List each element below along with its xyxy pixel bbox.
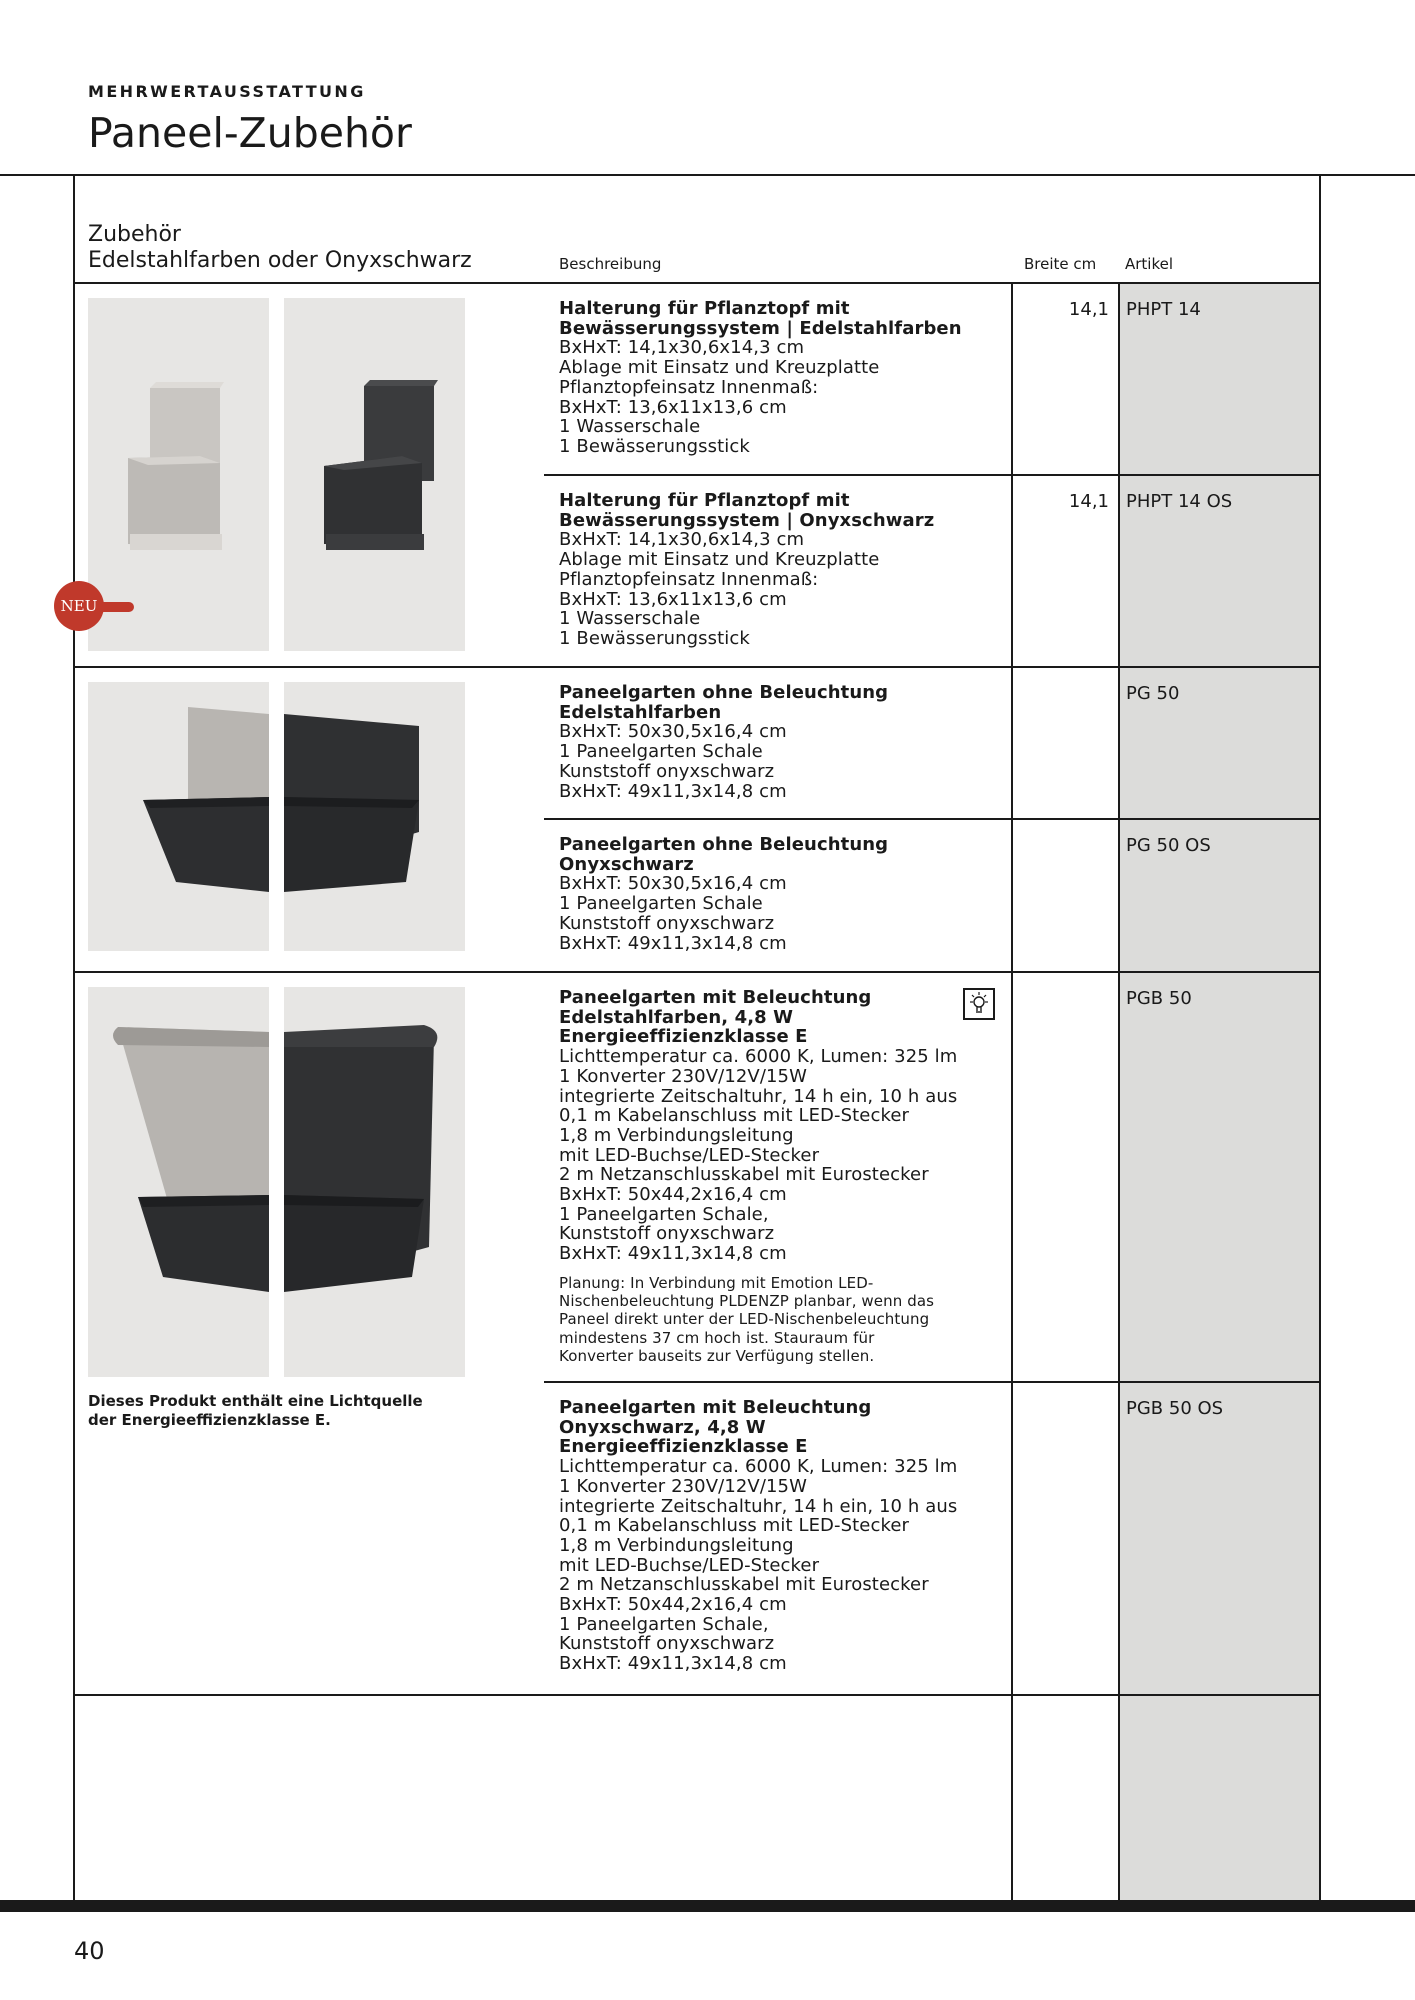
header-rule: [0, 174, 1415, 176]
product-width: 14,1: [1068, 299, 1109, 320]
product-article-number: PGB 50 OS: [1126, 1398, 1224, 1419]
product-article-number: PG 50 OS: [1126, 835, 1211, 856]
table-header-rule: [73, 282, 1321, 284]
column-header-description: Beschreibung: [559, 255, 662, 273]
light-bulb-icon: [963, 988, 995, 1020]
product-image-panelgarden-light-stainless: [88, 987, 269, 1377]
planning-note: Planung: In Verbindung mit Emotion LED- Nischenbeleuchtung PLDENZP planbar, wenn das Paneel direkt unter der LED-Nischenbeleuchtung mindestens 37 cm hoch ist. Stauraum für Konverter bauseits zur Verfügung stellen.: [559, 1273, 935, 1366]
table-left-border: [73, 174, 75, 1900]
product-article-number: PGB 50: [1126, 988, 1192, 1009]
product-image-holder-onyx: [284, 298, 465, 651]
product-description: Paneelgarten mit Beleuchtung Onyxschwarz, 4,8 W Energieeffizienzklasse E Lichttemperatur ca. 6000 K, Lumen: 325 lm 1 Konverter 230V/12V/15W integrierte Zeitschaltuhr, 14 h ein, 10 h aus 0,1 m Kabelanschluss mit LED-Stecker 1,8 m Verbindungsleitung mit LED-Buchse/LED-Stecker 2 m Netzanschlusskabel mit Eurostecker BxHxT: 50x44,2x16,4 cm 1 Paneelgarten Schale, Kunststoff onyxschwarz BxHxT: 49x11,3x14,8 cm: [559, 1397, 958, 1675]
product-image-panelgarden-light-onyx: [284, 987, 465, 1377]
group-separator: [73, 971, 1321, 973]
product-article-number: PG 50: [1126, 683, 1180, 704]
page-number: 40: [74, 1937, 105, 1965]
row-separator: [544, 818, 1320, 820]
product-description: Paneelgarten mit Beleuchtung Edelstahlfarben, 4,8 W Energieeffizienzklasse E Lichttemperatur ca. 6000 K, Lumen: 325 lm 1 Konverter 230V/12V/15W integrierte Zeitschaltuhr, 14 h ein, 10 h aus 0,1 m Kabelanschluss mit LED-Stecker 1,8 m Verbindungsleitung mit LED-Buchse/LED-Stecker 2 m Netzanschlusskabel mit Eurostecker BxHxT: 50x44,2x16,4 cm 1 Paneelgarten Schale, Kunststoff onyxschwarz BxHxT: 49x11,3x14,8 cm Planung: In Verbindung mit Emotion LED- Nischenbeleuchtung PLDENZP planbar, wenn das Paneel direkt unter der LED-Nischenbeleuchtung mindestens 37 cm hoch ist. Stauraum für Konverter bauseits zur Verfügung stellen.: [559, 988, 1009, 1365]
group-title: Zubehör Edelstahlfarben oder Onyxschwarz: [88, 222, 472, 273]
table-right-border: [1319, 174, 1321, 1900]
column-header-article: Artikel: [1125, 255, 1174, 273]
product-description: Paneelgarten ohne Beleuchtung Onyxschwarz BxHxT: 50x30,5x16,4 cm 1 Paneelgarten Schale Kunststoff onyxschwarz BxHxT: 49x11,3x14,8 cm: [559, 834, 889, 954]
product-image-panelgarden-onyx: [284, 682, 465, 951]
group-separator: [73, 1694, 1321, 1696]
product-image-panelgarden-stainless: [88, 682, 269, 951]
product-width: 14,1: [1068, 491, 1109, 512]
product-description: Paneelgarten ohne Beleuchtung Edelstahlfarben BxHxT: 50x30,5x16,4 cm 1 Paneelgarten Schale Kunststoff onyxschwarz BxHxT: 49x11,3x14,8 cm: [559, 682, 889, 802]
product-article-number: PHPT 14 OS: [1126, 491, 1233, 512]
article-column-divider: [1118, 284, 1120, 1900]
product-article-number: PHPT 14: [1126, 299, 1201, 320]
new-badge: NEU: [54, 581, 104, 631]
row-separator: [544, 1381, 1320, 1383]
product-description: Halterung für Pflanztopf mit Bewässerungssystem | Onyxschwarz BxHxT: 14,1x30,6x14,3 cm Ablage mit Einsatz und Kreuzplatte Pflanztopfeinsatz Innenmaß: BxHxT: 13,6x11x13,6 cm 1 Wasserschale 1 Bewässerungsstick: [559, 490, 935, 649]
product-description: Halterung für Pflanztopf mit Bewässerungssystem | Edelstahlfarben BxHxT: 14,1x30,6x14,3 cm Ablage mit Einsatz und Kreuzplatte Pflanztopfeinsatz Innenmaß: BxHxT: 13,6x11x13,6 cm 1 Wasserschale 1 Bewässerungsstick: [559, 298, 962, 457]
article-column-background: [1119, 284, 1319, 1900]
new-badge-tab: [98, 602, 134, 612]
footer-bar: [0, 1900, 1415, 1912]
page-title: Paneel-Zubehör: [88, 109, 412, 157]
column-header-width: Breite cm: [1024, 255, 1097, 273]
section-label: MEHRWERTAUSSTATTUNG: [88, 82, 366, 101]
row-separator: [544, 474, 1320, 476]
width-column-divider: [1011, 284, 1013, 1900]
product-image-holder-stainless: [88, 298, 269, 651]
group-separator: [73, 666, 1321, 668]
energy-class-note: Dieses Produkt enthält eine Lichtquelle der Energieeffizienzklasse E.: [88, 1392, 423, 1429]
